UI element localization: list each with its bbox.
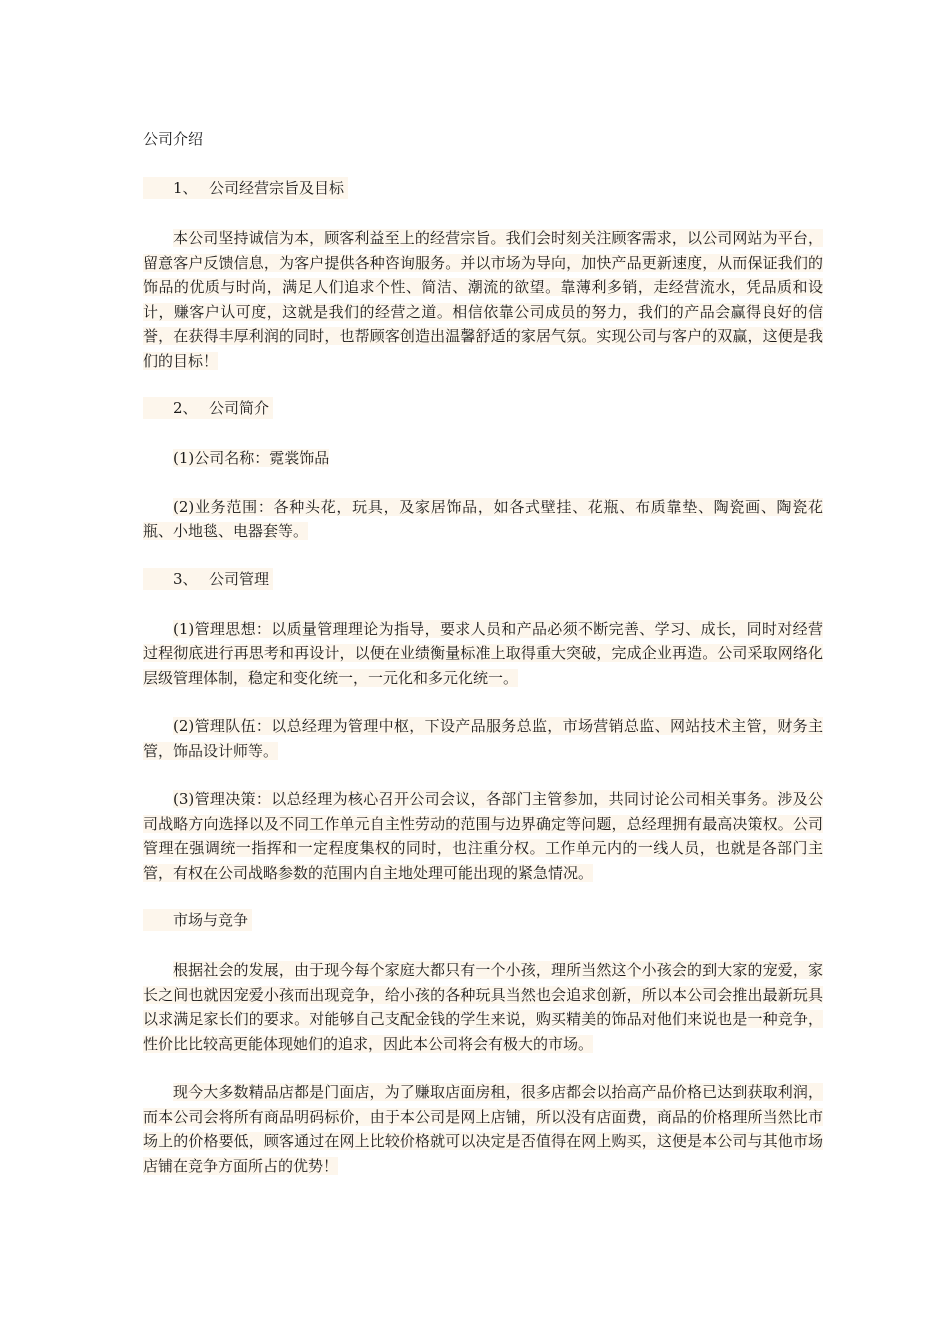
section-1-title: 公司经营宗旨及目标 — [209, 179, 345, 197]
section-3-number: 3、 — [173, 569, 198, 588]
management-team-paragraph — [143, 714, 823, 763]
document-title: 公司介绍 — [143, 130, 204, 148]
management-decision-text: (3)管理决策：以总经理为核心召开公司会议，各部门主管参加，共同讨论公司相关事务。涉及公司战略方向选择以及不同工作单元自主性劳动的范围与边界确定等问题，总经理拥有最高决策权。公司管理在强调统一指挥和一定程度集权的同时，也注重分权。工作单元内的一线人员，也就是各部门主管，有权在公司战略参数的范围内自主地处理可能出现的紧急情况。 — [143, 790, 823, 882]
section-3-heading — [143, 568, 823, 590]
market-paragraph-2 — [143, 1080, 823, 1178]
section-1-paragraph-text: 本公司坚持诚信为本，顾客利益至上的经营宗旨。我们会时刻关注顾客需求，以公司网站为平台，留意客户反馈信息，为客户提供各种咨询服务。并以市场为导向，加快产品更新速度，从而保证我们的饰品的优质与时尚，满足人们追求个性、简洁、潮流的欲望。靠薄利多销，走经营流水，凭品质和设计，赚客户认可度，这就是我们的经营之道。相信依靠公司成员的努力，我们的产品会赢得良好的信誉，在获得丰厚利润的同时，也帮顾客创造出温馨舒适的家居气氛。实现公司与客户的双赢，这便是我们的目标！ — [143, 229, 823, 370]
section-3-heading-highlight — [143, 568, 273, 590]
section-1-number: 1、 — [173, 179, 198, 197]
management-team-text: (2)管理队伍：以总经理为管理中枢，下设产品服务总监，市场营销总监、网站技术主管，财务主管，饰品设计师等。 — [143, 717, 823, 760]
management-thought-text: (1)管理思想：以质量管理理论为指导，要求人员和产品必须不断完善、学习、成长，同时对经营过程彻底进行再思考和再设计，以便在业绩衡量标准上取得重大突破，完成企业再造。公司采取网络化层级管理体制，稳定和变化统一，一元化和多元化统一。 — [143, 619, 823, 687]
market-paragraph-1-text: 根据社会的发展，由于现今每个家庭大都只有一个小孩，理所当然这个小孩会的到大家的宠爱，家长之间也就因宠爱小孩而出现竞争，给小孩的各种玩具当然也会追求创新，所以本公司会推出最新玩具以求满足家长们的要求。对能够自己支配金钱的学生来说，购买精美的饰品对他们来说也是一种竞争，性价比比较高更能体现她们的追求，因此本公司将会有极大的市场。 — [143, 961, 823, 1053]
business-scope-paragraph — [143, 495, 823, 544]
company-name-paragraph — [143, 446, 823, 471]
company-name-text: (1)公司名称：霓裳饰品 — [173, 449, 330, 467]
section-2-title: 公司简介 — [209, 399, 270, 417]
market-title: 市场与竞争 — [173, 911, 249, 929]
market-heading — [143, 909, 823, 931]
section-1-heading — [143, 177, 823, 199]
document-page — [143, 128, 823, 1202]
section-2-heading-highlight — [143, 397, 273, 419]
management-decision-paragraph — [143, 787, 823, 885]
section-2-heading — [143, 397, 823, 419]
section-3-title: 公司管理 — [209, 569, 270, 588]
management-thought-paragraph — [143, 617, 823, 691]
section-1-paragraph — [143, 226, 823, 373]
section-1-heading-highlight — [143, 177, 348, 199]
market-paragraph-1 — [143, 958, 823, 1056]
market-paragraph-2-text: 现今大多数精品店都是门面店，为了赚取店面房租，很多店都会以抬高产品价格已达到获取利润，而本公司会将所有商品明码标价，由于本公司是网上店铺，所以没有店面费，商品的价格理所当然比市场上的价格要低，顾客通过在网上比较价格就可以决定是否值得在网上购买，这便是本公司与其他市场店铺在竞争方面所占的优势！ — [143, 1083, 823, 1175]
market-heading-highlight — [143, 909, 252, 931]
business-scope-text: (2)业务范围：各种头花，玩具，及家居饰品，如各式壁挂、花瓶、布质靠垫、陶瓷画、陶瓷花瓶、小地毯、电器套等。 — [143, 497, 823, 540]
section-2-number: 2、 — [173, 399, 198, 417]
